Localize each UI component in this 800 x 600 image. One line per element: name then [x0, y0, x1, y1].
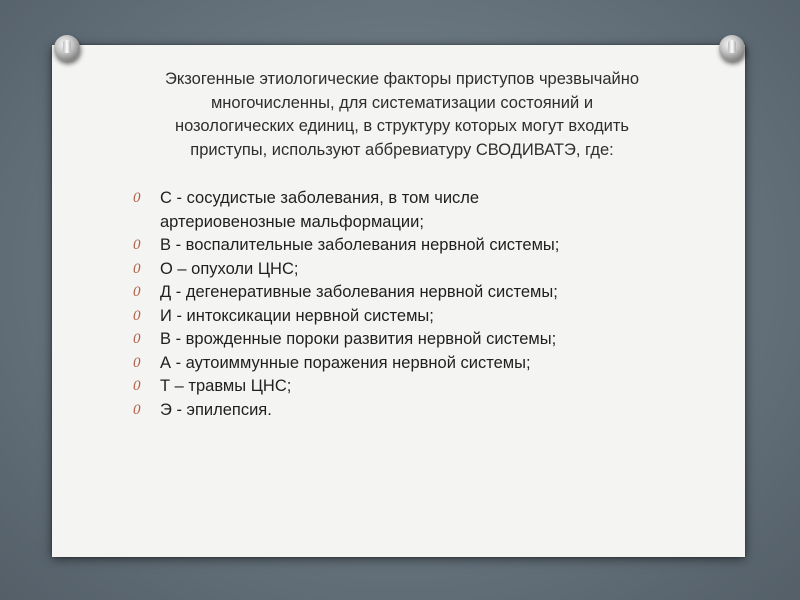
list-item-text: артериовенозные мальформации;: [160, 212, 424, 231]
intro-paragraph: [112, 68, 692, 162]
list-item: [131, 281, 691, 305]
bullet-icon: 0: [133, 307, 141, 324]
bullet-icon: 0: [133, 190, 141, 206]
bullet-icon: 0: [133, 354, 141, 371]
list-item: [131, 352, 691, 376]
bullet-icon: 0: [133, 284, 141, 300]
list-item-text: С - сосудистые заболевания, в том числе: [160, 189, 480, 207]
list-item-text: О – опухоли ЦНС;: [160, 259, 299, 278]
list-item-text: А - аутоиммунные поражения нервной системы;: [160, 353, 531, 372]
bullet-icon: 0: [133, 260, 141, 277]
list-item-text: Т – травмы ЦНС;: [160, 377, 292, 395]
abbreviation-list: [131, 187, 691, 422]
list-item: [131, 399, 691, 423]
list-item: [131, 305, 691, 329]
list-item-text: И - интоксикации нервной системы;: [160, 306, 434, 325]
bullet-icon: 0: [133, 237, 141, 253]
list-item: [131, 234, 691, 258]
list-item: [131, 328, 691, 352]
list-item-text: Д - дегенеративные заболевания нервной системы;: [160, 283, 558, 301]
list-item: [131, 258, 691, 282]
bullet-icon: 0: [133, 401, 141, 418]
intro-line: приступы, используют аббревиатуру СВОДИВАТЭ, где:: [190, 140, 614, 159]
list-item-text: Э - эпилепсия.: [160, 400, 272, 419]
list-item: [131, 187, 691, 234]
intro-line: многочисленны, для систематизации состояний и: [210, 93, 594, 112]
intro-line: Экзогенные этиологические факторы приступов чрезвычайно: [165, 70, 639, 88]
list-item: [131, 375, 691, 399]
bullet-icon: 0: [133, 331, 141, 347]
intro-line: нозологических единиц, в структуру которых могут входить: [174, 117, 630, 135]
pushpin-icon: [54, 35, 80, 61]
pushpin-icon: [719, 35, 745, 61]
list-item-text: В - воспалительные заболевания нервной системы;: [160, 236, 560, 254]
bullet-icon: 0: [133, 378, 141, 394]
list-item-text: В - врожденные пороки развития нервной системы;: [160, 330, 557, 348]
